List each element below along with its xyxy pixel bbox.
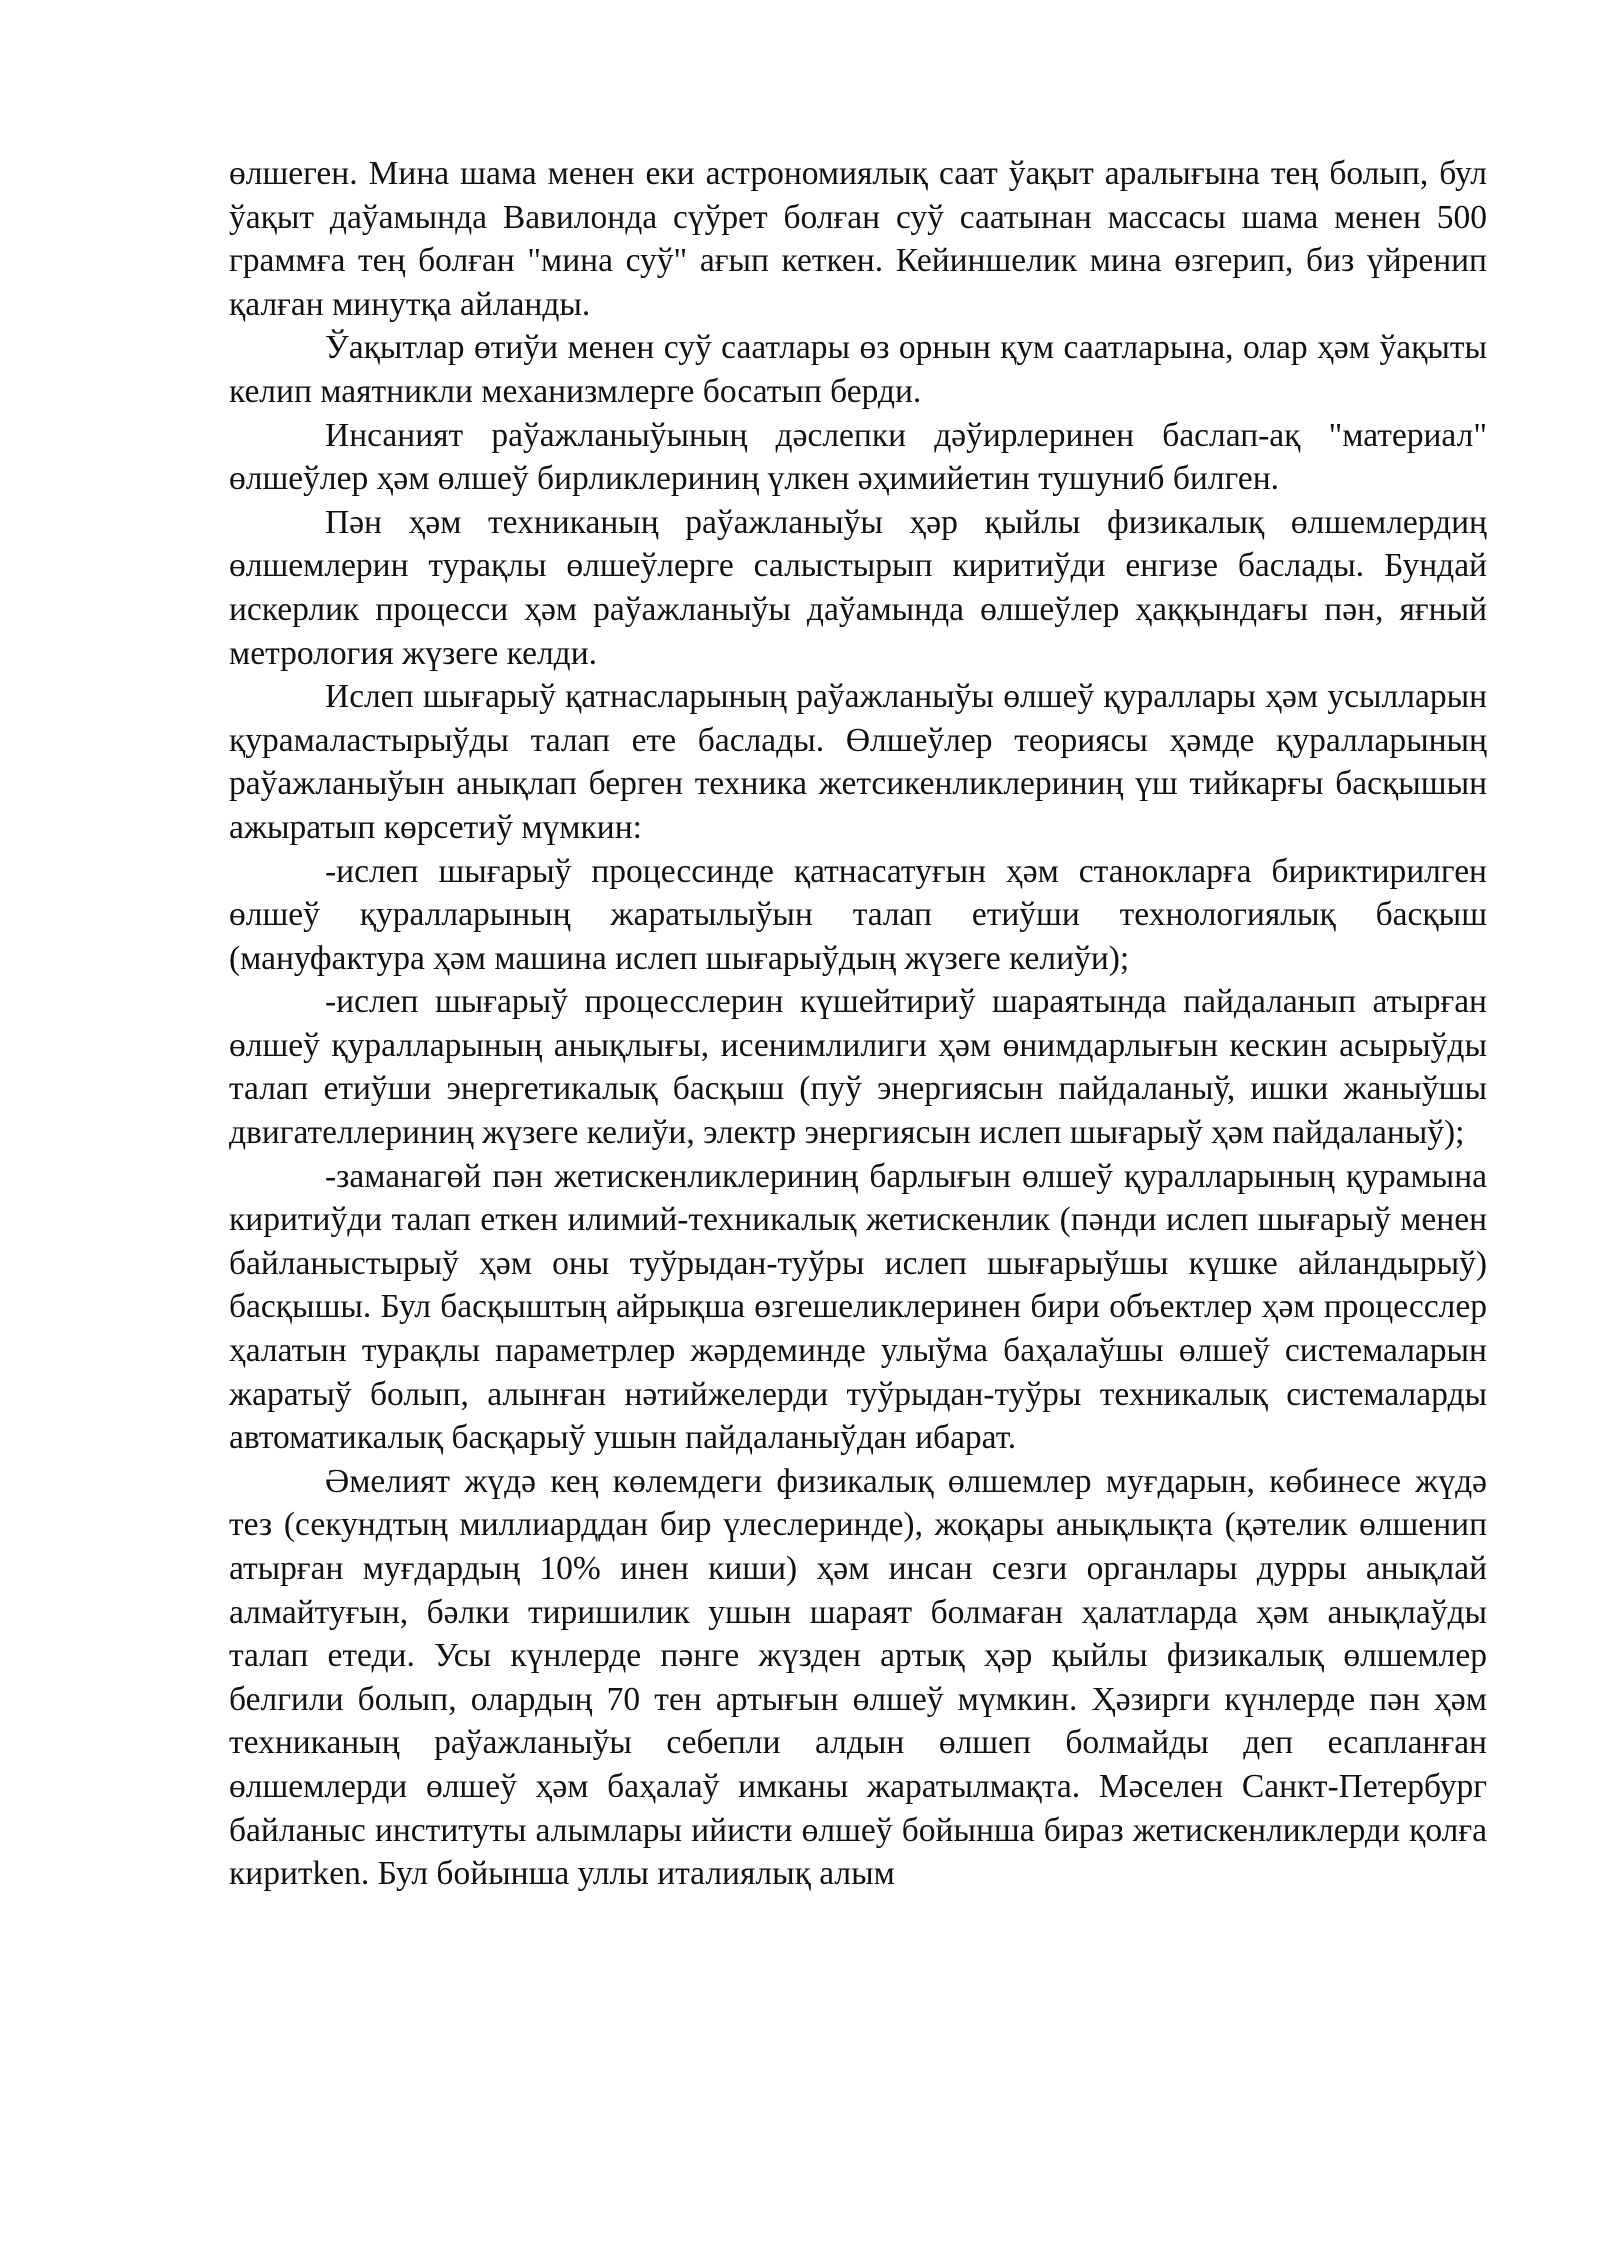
list-item-energy-stage: -ислеп шығарыў процесслерин күшейтириў шараятында пайдаланып атырған өлшеў қуралларының анықлығы, исенимлилиги ҳәм өнимдарлығын кескин асырыўды талап етиўши энергетикалық басқыш (пуў энергиясын пайдаланыў, ишки жаныўшы двигателлериниң жүзеге келиўи, электр энергиясын ислеп шығарыў ҳәм пайдаланыў); — [229, 983, 1487, 1152]
paragraph-metrology-origin: Пән ҳәм техниканың раўажланыўы ҳәр қыйлы физикалық өлшемлердиң өлшемлерин турақлы өлшеўлерге салыстырып киритиўди енгизе баслады. Бундай искерлик процесси ҳәм раўажланыўы даўамында өлшеўлер ҳаққындағы пән, яғный метрология жүзеге келди. — [229, 503, 1487, 672]
paragraph-water-clocks: Ўақытлар өтиўи менен суў саатлары өз орнын қум саатларына, олар ҳәм ўақыты келип маятникли механизмлерге босатып берди. — [229, 329, 1487, 410]
paragraph-continuation: өлшеген. Мина шама менен еки астрономиялық саат ўақыт аралығына тең болып, бул ўақыт даўамында Вавилонда сүўрет болған суў саатынан массасы шама менен 500 граммға тең болған "мина суў" ағып кеткен. Кейиншелик мина өзгерип, биз үйренип қалған минутқа айланды. — [229, 155, 1487, 323]
document-body — [229, 152, 1487, 1896]
paragraph-physical-quantities: Әмелият жүдә кең көлемдеги физикалық өлшемлер муғдарын, көбинесе жүдә тез (секундтың миллиарддан бир үлеслеринде), жоқары анықлықта (қәтелик өлшенип атырған муғдардың 10% инен киши) ҳәм инсан сезги органлары дурры анықлай алмайтуғын, бәлки тиришилик ушын шараят болмаған ҳалатларда ҳәм анықлаўды талап етеди. Усы күнлерде пәнге жүзден артық ҳәр қыйлы физикалық өлшемлер белгили болып, олардың 70 тен артығын өлшеў мүмкин. Ҳәзирги күнлерде пән ҳәм техниканың раўажланыўы себепли алдын өлшеп болмайды деп есапланған өлшемлерди өлшеў ҳәм баҳалаў имканы жаратылмақта. Мәселен Санкт-Петербург байланыс институты алымлары ийисти өлшеў бойынша бираз жетискенликлерди қолға киритken. Бул бойынша уллы италиялық алым — [229, 1462, 1487, 1893]
paragraph-three-stages: Ислеп шығарыў қатнасларының раўажланыўы өлшеў қураллары ҳәм усылларын қурамаластырыўды талап ете баслады. Өлшеўлер теориясы ҳәмде қуралларының раўажланыўын анықлап берген техника жетсикенликлериниң үш тийкарғы басқышын ажыратып көрсетиў мүмкин: — [229, 678, 1487, 846]
list-item-technological-stage: -ислеп шығарыў процессинде қатнасатуғын ҳәм станокларға бириктирилген өлшеў қуралларының жаратылыўын талап етиўши технологиялық басқыш (мануфактура ҳәм машина ислеп шығарыўдың жүзеге келиўи); — [229, 852, 1487, 977]
list-item-scientific-technical-stage: -заманагөй пән жетискенликлериниң барлығын өлшеў қуралларының қурамына киритиўди талап еткен илимий-техникалық жетискенлик (пәнди ислеп шығарыў менен байланыстырыў ҳәм оны туўрыдан-туўры ислеп шығарыўшы күшке айландырыў) басқышы. Бул басқыштың айрықша өзгешеликлеринен бири объектлер ҳәм процесслер ҳалатын турақлы параметрлер жәрдеминде улыўма баҳалаўшы өлшеў системаларын жаратыў болып, алынған нәтийжелерди туўрыдан-туўры техникалық системаларды автоматикалық басқарыў ушын пайдаланыўдан ибарат. — [229, 1157, 1487, 1457]
paragraph-early-measurement: Инсаният раўажланыўының дәслепки дәўирлеринен баслап-ақ "материал" өлшеўлер ҳәм өлшеў бирликлериниң үлкен әҳимийетин тушуниб билген. — [229, 416, 1487, 498]
